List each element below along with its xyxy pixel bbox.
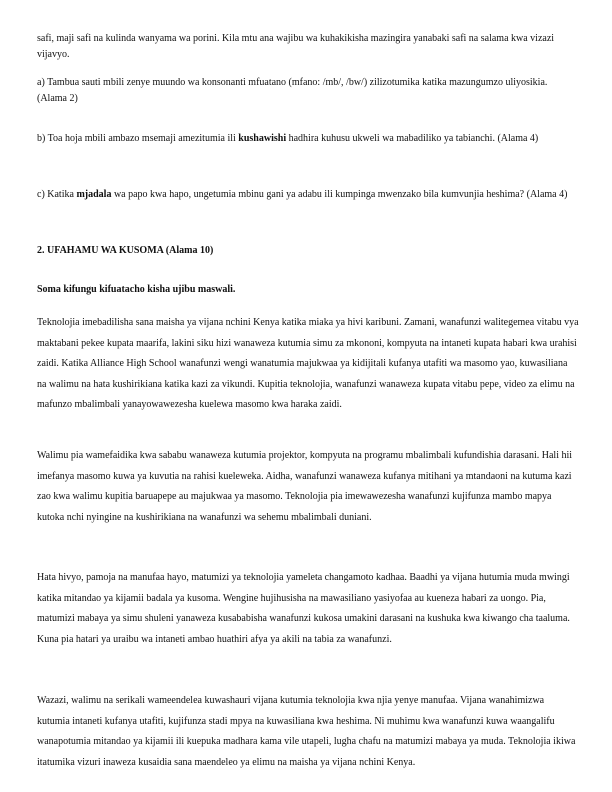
question-c-text-start: c) Katika xyxy=(37,189,77,200)
section-heading-text: 2. UFAHAMU WA KUSOMA (Alama 10) xyxy=(37,245,214,256)
question-c-keyword: mjadala xyxy=(76,189,112,200)
reading-instruction xyxy=(37,282,579,298)
question-b-text-end: hadhira kuhusu ukweli wa mabadiliko ya tabianchi. (Alama 4) xyxy=(286,133,539,144)
question-c xyxy=(37,187,579,203)
question-a: a) Tambua sauti mbili zenye muundo wa konsonanti mfuatano (mfano: /mb/, /bw/) zilizotumika katika mazungumzo uliyosikia. (Alama 2) xyxy=(37,77,548,104)
question-c-text-end: wa papo kwa hapo, ungetumia mbinu gani ya adabu ili kumpinga mwenzako bila kumvunjia heshima? (Alama 4) xyxy=(111,189,568,200)
passage-paragraph-3: Hata hivyo, pamoja na manufaa hayo, matumizi ya teknolojia yameleta changamoto kadhaa. Baadhi ya vijana hutumia muda mwingi katika mitandao ya kijamii badala ya kusoma. Wengine hujihusisha na mawasiliano yasiyofaa au kueneza habari za uongo. Pia, matumizi mabaya ya simu shuleni yanaweza kusababisha wanafunzi kukosa umakini darasani na kushuka kwa kiwango cha taaluma. Kuna pia hatari ya uraibu wa intaneti ambao huathiri afya ya akili na tabia za wanafunzi. xyxy=(37,572,570,645)
passage-paragraph-1: Teknolojia imebadilisha sana maisha ya vijana nchini Kenya katika miaka ya hivi karibuni. Zamani, wanafunzi walitegemea vitabu vya maktabani pekee kupata maarifa, lakini siku hizi wanaweza kutumia simu za mkononi, kompyuta na intaneti kupata habari kwa urahisi zaidi. Katika Alliance High School wanafunzi wengi wanatumia majukwaa ya kidijitali kufanya utafiti wa masomo yao, kuwasiliana na walimu na hata kushirikiana katika kazi za vikundi. Kupitia teknolojia, wanafunzi wanaweza kupata vitabu pepe, video za elimu na mafunzo mbalimbali yanayowawezesha kuelewa masomo kwa haraka zaidi. xyxy=(37,317,579,410)
passage-paragraph-4: Wazazi, walimu na serikali wameendelea kuwashauri vijana kutumia teknolojia kwa njia yenye manufaa. Vijana wanahimizwa kutumia intaneti kufanya utafiti, kujifunza stadi mpya na kuwasiliana kwa heshima. Ni muhimu kwa wanafunzi kuwa waangalifu wanapotumia mitandao ya kijamii ili kuepuka madhara kama vile utapeli, lugha chafu na matumizi mabaya ya muda. Teknolojia ikiwa itatumika vizuri inaweza kusaidia sana maendeleo ya elimu na maisha ya vijana nchini Kenya. xyxy=(37,695,576,768)
intro-paragraph: safi, maji safi na kulinda wanyama wa porini. Kila mtu ana wajibu wa kuhakikisha mazingira yanabaki safi na salama kwa vizazi vijavyo. xyxy=(37,33,555,60)
passage-paragraph-2: Walimu pia wamefaidika kwa sababu wanaweza kutumia projektor, kompyuta na programu mbalimbali kufundishia darasani. Hali hii imefanya masomo kuwa ya kuvutia na rahisi kueleweka. Aidha, wanafunzi wanaweza kufanya mitihani ya mtandaoni na kutuma kazi zao kwa walimu kupitia baruapepe au majukwaa ya masomo. Teknolojia pia imewawezesha wanafunzi kujifunza mambo mapya kutoka nchi nyingine na kushirikiana na wanafunzi wa sehemu mbalimbali duniani. xyxy=(37,450,573,523)
question-b xyxy=(37,131,579,147)
reading-instruction-text: Soma kifungu kifuatacho kisha ujibu maswali. xyxy=(37,284,236,295)
section-heading xyxy=(37,243,579,259)
question-b-text-start: b) Toa hoja mbili ambazo msemaji amezitumia ili xyxy=(37,133,239,144)
question-b-keyword: kushawishi xyxy=(238,133,287,144)
